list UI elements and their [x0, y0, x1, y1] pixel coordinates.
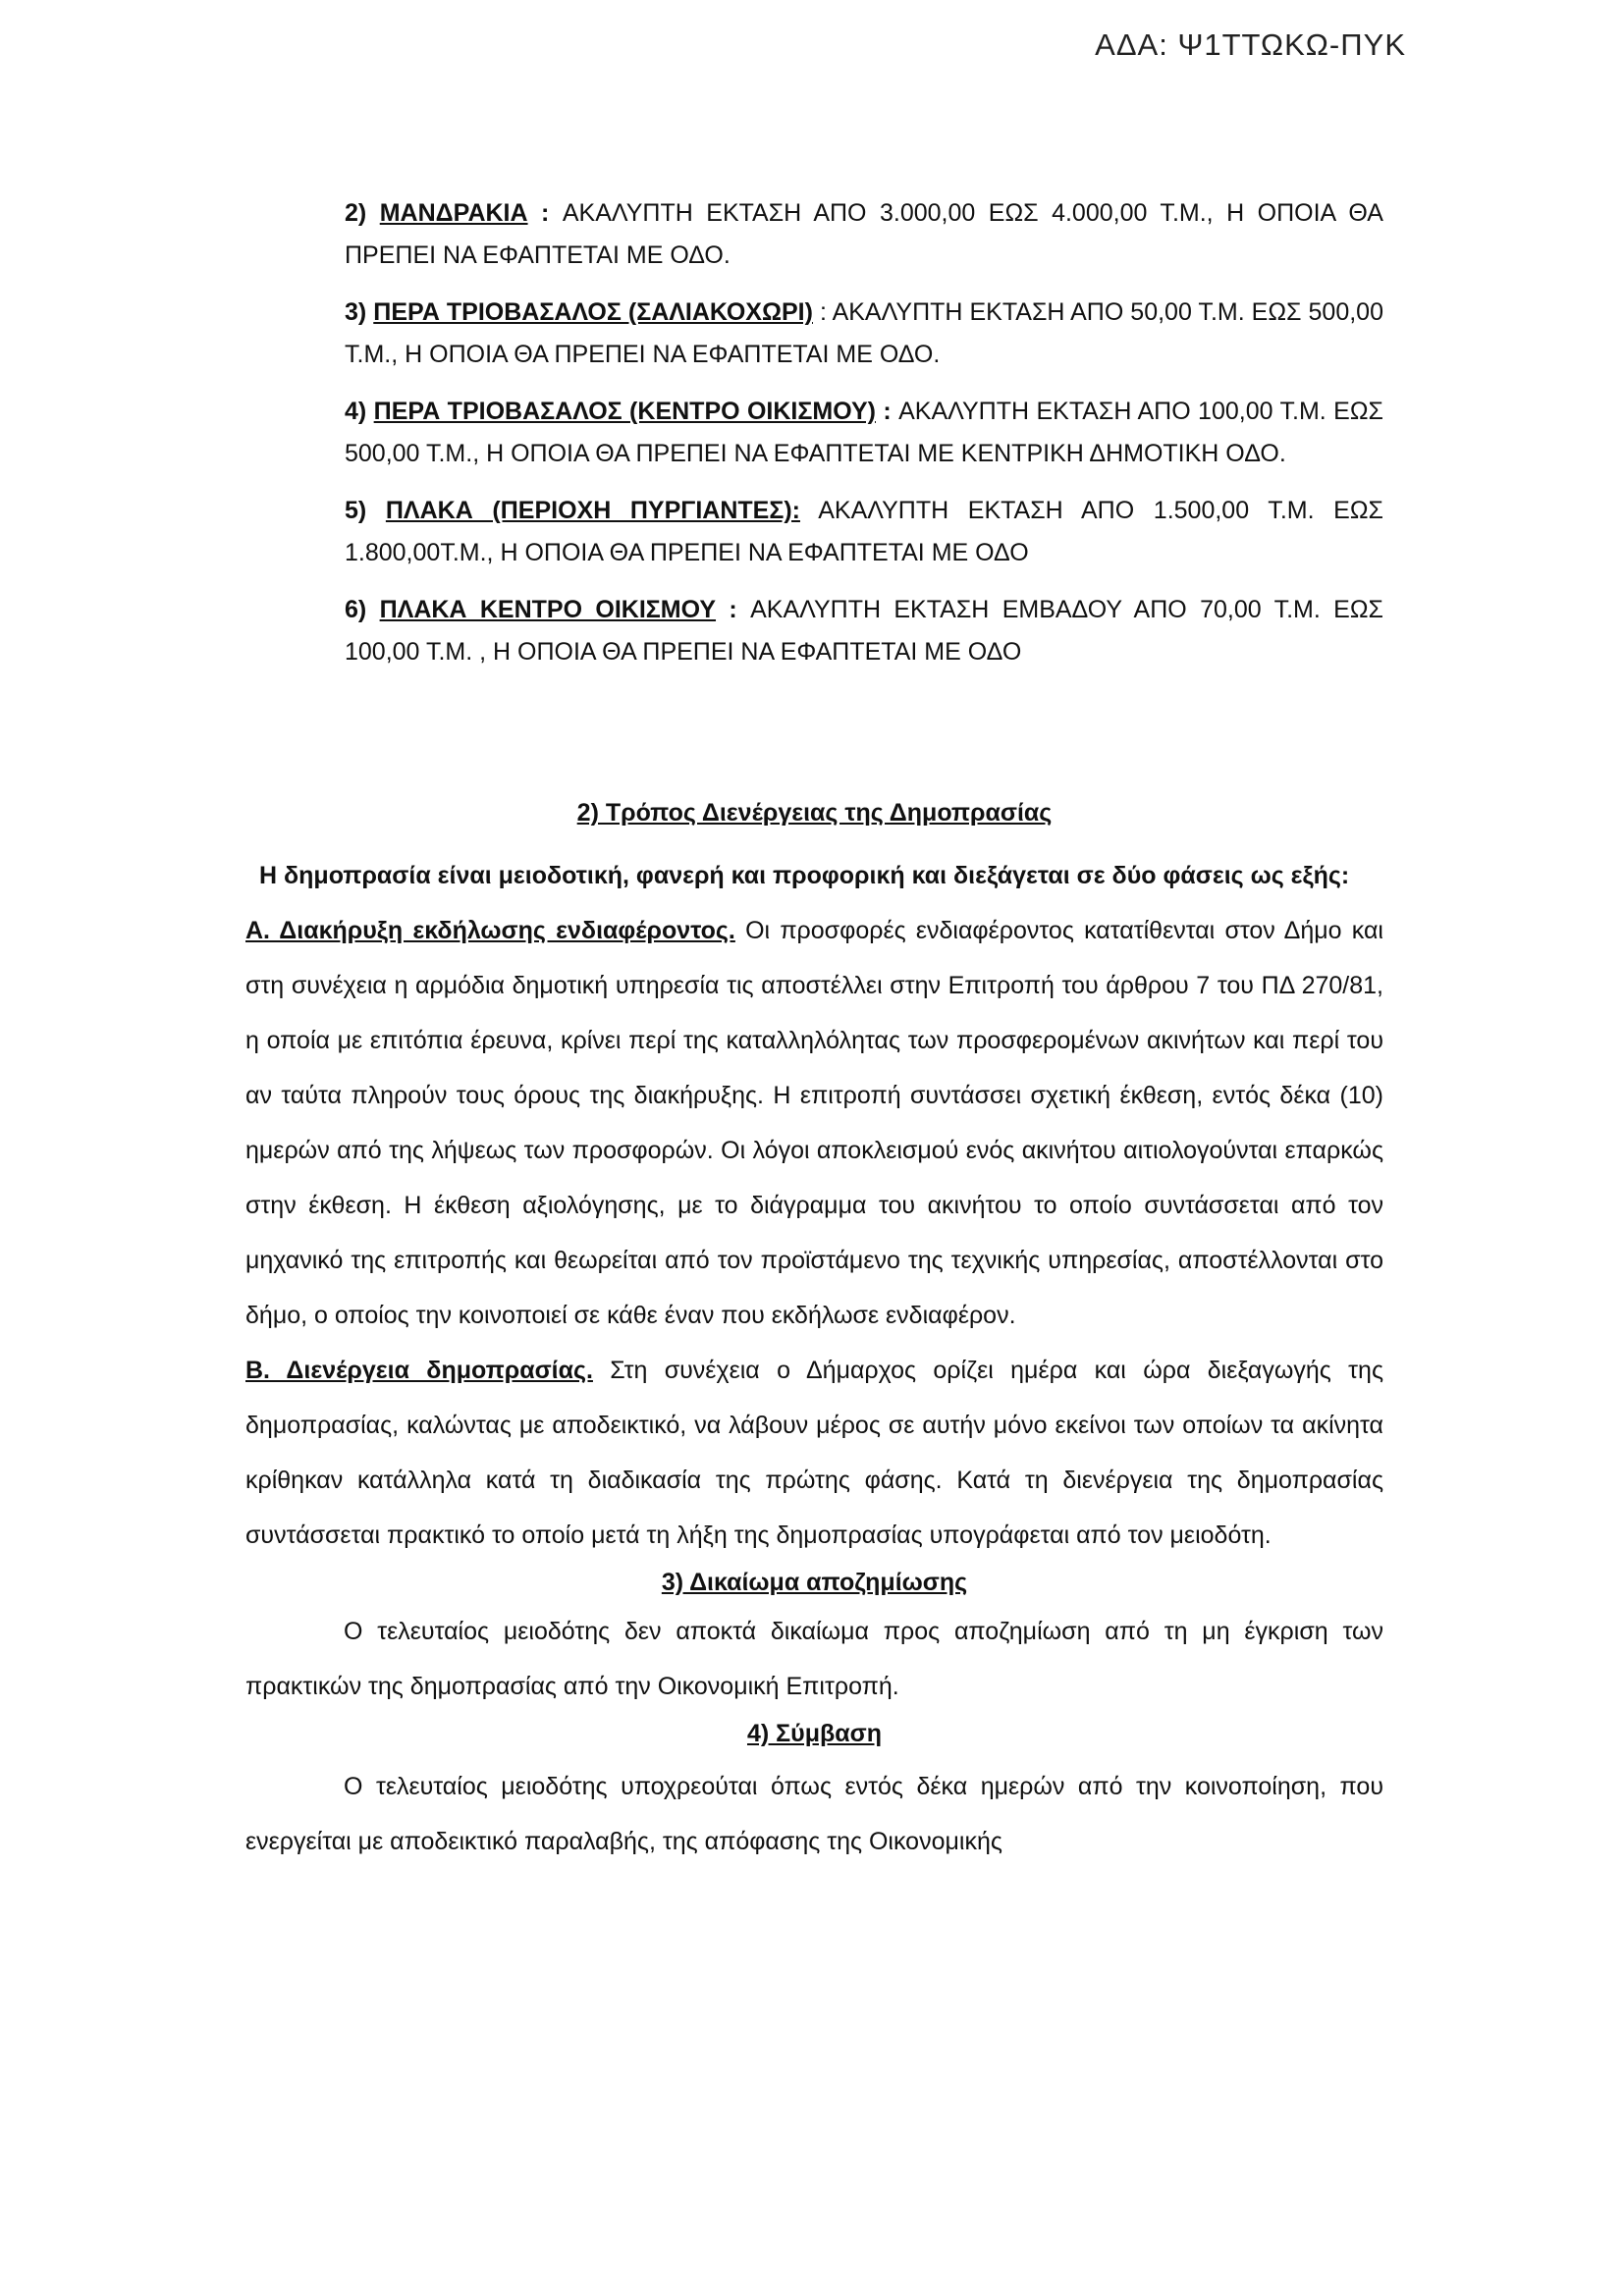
phase-b-paragraph — [245, 1343, 1383, 1563]
item-text: ΑΚΑΛΥΠΤΗ ΕΚΤΑΣΗ ΑΠΟ 1.500,00 Τ.Μ. ΕΩΣ 1.800,00Τ.Μ., Η ΟΠΟΙΑ ΘΑ ΠΡΕΠΕΙ ΝΑ ΕΦΑΠΤΕΤΑΙ ΜΕ ΟΔΟ — [345, 497, 1383, 566]
phase-a-title: Α. Διακήρυξη εκδήλωσης ενδιαφέροντος. — [245, 917, 735, 944]
item-number: 6) — [345, 596, 380, 623]
document-body — [245, 793, 1383, 1869]
section-4-heading: 4) Σύμβαση — [746, 1720, 883, 1747]
item-separator — [800, 497, 818, 524]
phase-a-paragraph — [245, 903, 1383, 1343]
item-title: ΜΑΝΔΡΑΚΙΑ — [379, 199, 528, 227]
item-separator: : — [812, 298, 833, 326]
item-title: ΠΛΑΚΑ (ΠΕΡΙΟΧΗ ΠΥΡΓΙΑΝΤΕΣ): — [385, 497, 800, 524]
phase-b-text: Στη συνέχεια ο Δήμαρχος ορίζει ημέρα και ώρα διεξαγωγής της δημοπρασίας, καλώντας με αποδεικτικό, να λάβουν μέρος σε αυτήν μόνο εκείνοι των οποίων τα ακίνητα κρίθηκαν κατάλληλα κατά τη διαδικασία της πρώτης φάσης. Κατά τη διενέργεια της δημοπρασίας συντάσσεται πρακτικό το οποίο μετά τη λήξη της δημοπρασίας υπογράφεται από τον μειοδότη. — [245, 1357, 1383, 1549]
item-text: ΑΚΑΛΥΠΤΗ ΕΚΤΑΣΗ ΕΜΒΑΔΟΥ ΑΠΟ 70,00 Τ.Μ. ΕΩΣ 100,00 Τ.Μ. , Η ΟΠΟΙΑ ΘΑ ΠΡΕΠΕΙ ΝΑ ΕΦΑΠΤΕΤΑΙ ΜΕ ΟΔΟ — [345, 596, 1383, 666]
ada-code: ΑΔΑ: Ψ1ΤΤΩΚΩ-ΠΥΚ — [1095, 27, 1406, 62]
item-text: ΑΚΑΛΥΠΤΗ ΕΚΤΑΣΗ ΑΠΟ 50,00 Τ.Μ. ΕΩΣ 500,00 Τ.Μ., Η ΟΠΟΙΑ ΘΑ ΠΡΕΠΕΙ ΝΑ ΕΦΑΠΤΕΤΑΙ ΜΕ ΟΔΟ. — [345, 298, 1383, 368]
item-text: ΑΚΑΛΥΠΤΗ ΕΚΤΑΣΗ ΑΠΟ 3.000,00 ΕΩΣ 4.000,00 Τ.Μ., Η ΟΠΟΙΑ ΘΑ ΠΡΕΠΕΙ ΝΑ ΕΦΑΠΤΕΤΑΙ ΜΕ ΟΔΟ. — [345, 199, 1383, 269]
section-3-heading: 3) Δικαίωμα αποζημίωσης — [661, 1569, 968, 1596]
phase-a-text: Οι προσφορές ενδιαφέροντος κατατίθενται στον Δήμο και στη συνέχεια η αρμόδια δημοτική υπηρεσία τις αποστέλλει στην Επιτροπή του άρθρου 7 του ΠΔ 270/81, η οποία με επιτόπια έρευνα, κρίνει περί της καταλληλόλητας των προσφερομένων ακινήτων και περί του αν ταύτα πληρούν τους όρους της διακήρυξης. Η επιτροπή συντάσσει σχετική έκθεση, εντός δέκα (10) ημερών από της λήψεως των προσφορών. Οι λόγοι αποκλεισμού ενός ακινήτου αιτιολογούνται επαρκώς στην έκθεση. Η έκθεση αξιολόγησης, με το διάγραμμα του ακινήτου το οποίο συντάσσεται από τον μηχανικό της επιτροπής και θεωρείται από τον προϊστάμενο της τεχνικής υπηρεσίας, αποστέλλονται στο δήμο, ο οποίος την κοινοποιεί σε κάθε έναν που εκδήλωσε ενδιαφέρον. — [245, 917, 1383, 1329]
list-item — [345, 589, 1383, 673]
list-item — [345, 490, 1383, 574]
section-2-intro: Η δημοπρασία είναι μειοδοτική, φανερή και προφορική και διεξάγεται σε δύο φάσεις ως εξής: — [259, 862, 1350, 889]
item-title: ΠΛΑΚΑ ΚΕΝΤΡΟ ΟΙΚΙΣΜΟΥ — [379, 596, 717, 623]
item-number: 3) — [345, 298, 374, 326]
item-title: ΠΕΡΑ ΤΡΙΟΒΑΣΑΛΟΣ (ΚΕΝΤΡΟ ΟΙΚΙΣΜΟΥ) — [373, 398, 876, 425]
item-text: ΑΚΑΛΥΠΤΗ ΕΚΤΑΣΗ ΑΠΟ 100,00 Τ.Μ. ΕΩΣ 500,00 Τ.Μ., Η ΟΠΟΙΑ ΘΑ ΠΡΕΠΕΙ ΝΑ ΕΦΑΠΤΕΤΑΙ ΜΕ ΚΕΝΤΡΙΚΗ ΔΗΜΟΤΙΚΗ ΟΔΟ. — [345, 398, 1383, 467]
item-number: 4) — [345, 398, 374, 425]
list-item — [345, 292, 1383, 376]
section-3-text: Ο τελευταίος μειοδότης δεν αποκτά δικαίωμα προς αποζημίωση από τη μη έγκριση των πρακτικών της δημοπρασίας από την Οικονομική Επιτροπή. — [245, 1618, 1383, 1700]
item-number: 5) — [345, 497, 386, 524]
phase-b-title: Β. Διενέργεια δημοπρασίας. — [245, 1357, 593, 1384]
item-separator: : — [716, 596, 751, 623]
item-separator: : — [527, 199, 563, 227]
list-item — [345, 391, 1383, 475]
property-list — [345, 192, 1383, 688]
list-item — [345, 192, 1383, 277]
item-title: ΠΕΡΑ ΤΡΙΟΒΑΣΑΛΟΣ (ΣΑΛΙΑΚΟΧΩΡΙ) — [373, 298, 813, 326]
section-2-heading: 2) Τρόπος Διενέργειας της Δημοπρασίας — [576, 799, 1053, 827]
item-separator: : — [875, 398, 899, 425]
item-number: 2) — [345, 199, 380, 227]
section-4-text: Ο τελευταίος μειοδότης υποχρεούται όπως εντός δέκα ημερών από την κοινοποίηση, που ενεργείται με αποδεικτικό παραλαβής, της απόφασης της Οικονομικής — [245, 1773, 1383, 1855]
